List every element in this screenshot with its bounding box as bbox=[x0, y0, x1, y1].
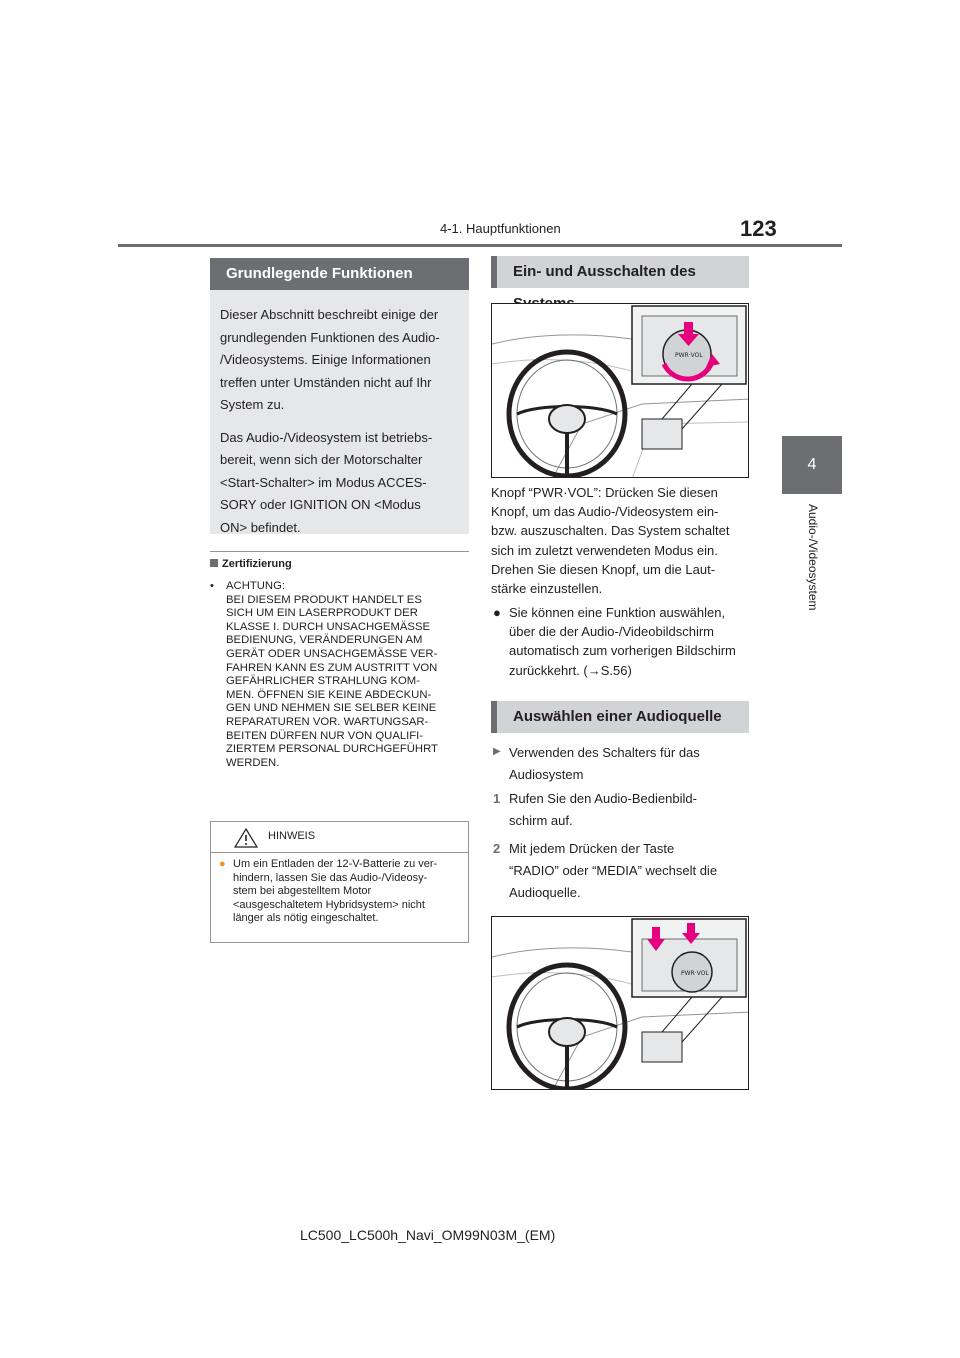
cert-heading-text: Zertifizierung bbox=[222, 558, 292, 570]
warning-line: REPARATUREN VOR. WARTUNGSAR- bbox=[226, 715, 429, 728]
heading-ein-ausschalten: Ein- und Ausschalten des bbox=[491, 256, 749, 288]
chapter-tab: 4 bbox=[782, 436, 842, 494]
hinweis-line: Um ein Entladen der 12-V-Batterie zu ver- bbox=[233, 858, 438, 870]
knob-description bbox=[491, 483, 751, 598]
hinweis-line: hindern, lassen Sie das Audio-/Videosy- bbox=[233, 871, 428, 884]
intro-line: /Videosystems. Einige Informationen bbox=[220, 352, 431, 367]
knob-line: Knopf “PWR·VOL”: Drücken Sie diesen bbox=[491, 485, 718, 500]
section-label: 4-1. Hauptfunktionen bbox=[440, 221, 561, 236]
heading-audioquelle: Auswählen einer Audioquelle bbox=[491, 701, 749, 733]
intro-line: ON> befindet. bbox=[220, 519, 301, 535]
knob-line: sich im zuletzt verwendeten Modus ein. bbox=[491, 542, 718, 558]
figure-radio-media-buttons bbox=[491, 916, 749, 1090]
steering-wheel-icon bbox=[509, 352, 625, 476]
divider bbox=[210, 551, 469, 552]
warning-line: BEITEN DÜRFEN NUR VON QUALIFI- bbox=[226, 729, 424, 742]
warning-line: GEN UND NEHMEN SIE SELBER KEINE bbox=[226, 702, 437, 715]
bullet-line: automatisch zum vorherigen Bildschirm bbox=[509, 643, 736, 659]
step-line: schirm auf. bbox=[509, 813, 573, 828]
step-line: Mit jedem Drücken der Taste bbox=[509, 841, 675, 856]
chapter-title bbox=[782, 504, 842, 654]
switch-line: Audiosystem bbox=[509, 767, 584, 782]
knob-label: PWR·VOL bbox=[681, 970, 709, 977]
knob-line: bzw. auszuschalten. Das System schaltet bbox=[491, 523, 730, 539]
warning-line: WERDEN. bbox=[226, 756, 280, 769]
cert-heading bbox=[210, 558, 292, 570]
steering-wheel-icon bbox=[509, 965, 625, 1089]
intro-line: bereit, wenn sich der Motorschalter bbox=[220, 452, 423, 467]
step-line: Rufen Sie den Audio-Bedienbild- bbox=[509, 791, 697, 806]
chapter-title-text: Audio-/Videosystem bbox=[806, 504, 820, 611]
bullet-line: Sie können eine Funktion auswählen, bbox=[509, 605, 726, 620]
knob-line: Drehen Sie diesen Knopf, um die Laut- bbox=[491, 561, 716, 577]
hinweis-line: <ausgeschaltetem Hybridsystem> nicht bbox=[233, 898, 425, 911]
intro-line: System zu. bbox=[220, 397, 285, 412]
intro-line: treffen unter Umständen nicht auf Ihr bbox=[220, 374, 432, 390]
hinweis-box bbox=[210, 821, 469, 943]
warning-line: BEI DIESEM PRODUKT HANDELT ES bbox=[226, 593, 422, 606]
step-line: Audioquelle. bbox=[509, 885, 581, 900]
square-bullet-icon bbox=[210, 559, 218, 567]
arrow-icon: ▶ bbox=[493, 746, 501, 757]
knob-line: Knopf, um das Audio-/Videosystem ein- bbox=[491, 504, 719, 520]
intro-line: SORY oder IGNITION ON <Modus bbox=[220, 497, 421, 512]
intro-box bbox=[210, 290, 469, 534]
hinweis-line: stem bei abgestelltem Motor bbox=[233, 885, 372, 897]
intro-line: <Start-Schalter> im Modus ACCES- bbox=[220, 474, 427, 490]
hinweis-header bbox=[211, 822, 468, 853]
warning-line: BEDIENUNG, VERÄNDERUNGEN AM bbox=[226, 634, 423, 647]
dashboard-illustration bbox=[492, 304, 749, 478]
step-line: “RADIO” oder “MEDIA” wechselt die bbox=[509, 863, 718, 878]
warning-bullet: • bbox=[210, 580, 214, 592]
warning-line: MEN. ÖFFNEN SIE KEINE ABDECKUN- bbox=[226, 688, 432, 701]
figure-pwr-vol-knob bbox=[491, 303, 749, 478]
footer-model-code: LC500_LC500h_Navi_OM99N03M_(EM) bbox=[300, 1227, 556, 1243]
dashboard-illustration-2 bbox=[492, 917, 749, 1090]
page-number: 123 bbox=[740, 216, 777, 241]
bullet-line: zurückkehrt. (→S.56) bbox=[509, 662, 632, 678]
intro-line: Das Audio-/Videosystem ist betriebs- bbox=[220, 429, 433, 445]
warning-line: GERÄT ODER UNSACHGEMÄSSE VER- bbox=[226, 647, 438, 660]
warning-line: KLASSE I. DURCH UNSACHGEMÄSSE bbox=[226, 620, 431, 633]
warning-line: FAHREN KANN ES ZUM AUSTRITT VON bbox=[226, 661, 438, 674]
intro-line: Dieser Abschnitt beschreibt einige der bbox=[220, 307, 439, 322]
header-rule bbox=[118, 244, 842, 247]
step-number: 1 bbox=[493, 791, 501, 806]
hinweis-line: länger als nötig eingeschaltet. bbox=[233, 912, 379, 924]
knob-label: PWR·VOL bbox=[675, 352, 703, 359]
warning-line: GEFÄHRLICHER STRAHLUNG KOM- bbox=[226, 675, 420, 688]
hinweis-title: HINWEIS bbox=[268, 830, 316, 842]
switch-line: Verwenden des Schalters für das bbox=[509, 745, 700, 760]
bullet-dot: ● bbox=[493, 605, 501, 620]
laser-warning bbox=[210, 580, 469, 800]
bullet-line: über die der Audio-/Videobildschirm bbox=[509, 624, 714, 640]
warning-line: ACHTUNG: bbox=[226, 580, 285, 592]
intro-line: grundlegenden Funktionen des Audio- bbox=[220, 329, 440, 345]
warning-line: ZIERTEM PERSONAL DURCHGEFÜHRT bbox=[226, 743, 438, 756]
step-number: 2 bbox=[493, 841, 501, 856]
knob-line: stärke einzustellen. bbox=[491, 581, 603, 597]
warning-line: SICH UM EIN LASERPRODUKT DER bbox=[226, 607, 418, 620]
heading-grundlegende-funktionen: Grundlegende Funktionen bbox=[210, 258, 469, 290]
warning-triangle-icon bbox=[233, 827, 259, 849]
hinweis-bullet: ● bbox=[219, 858, 226, 870]
